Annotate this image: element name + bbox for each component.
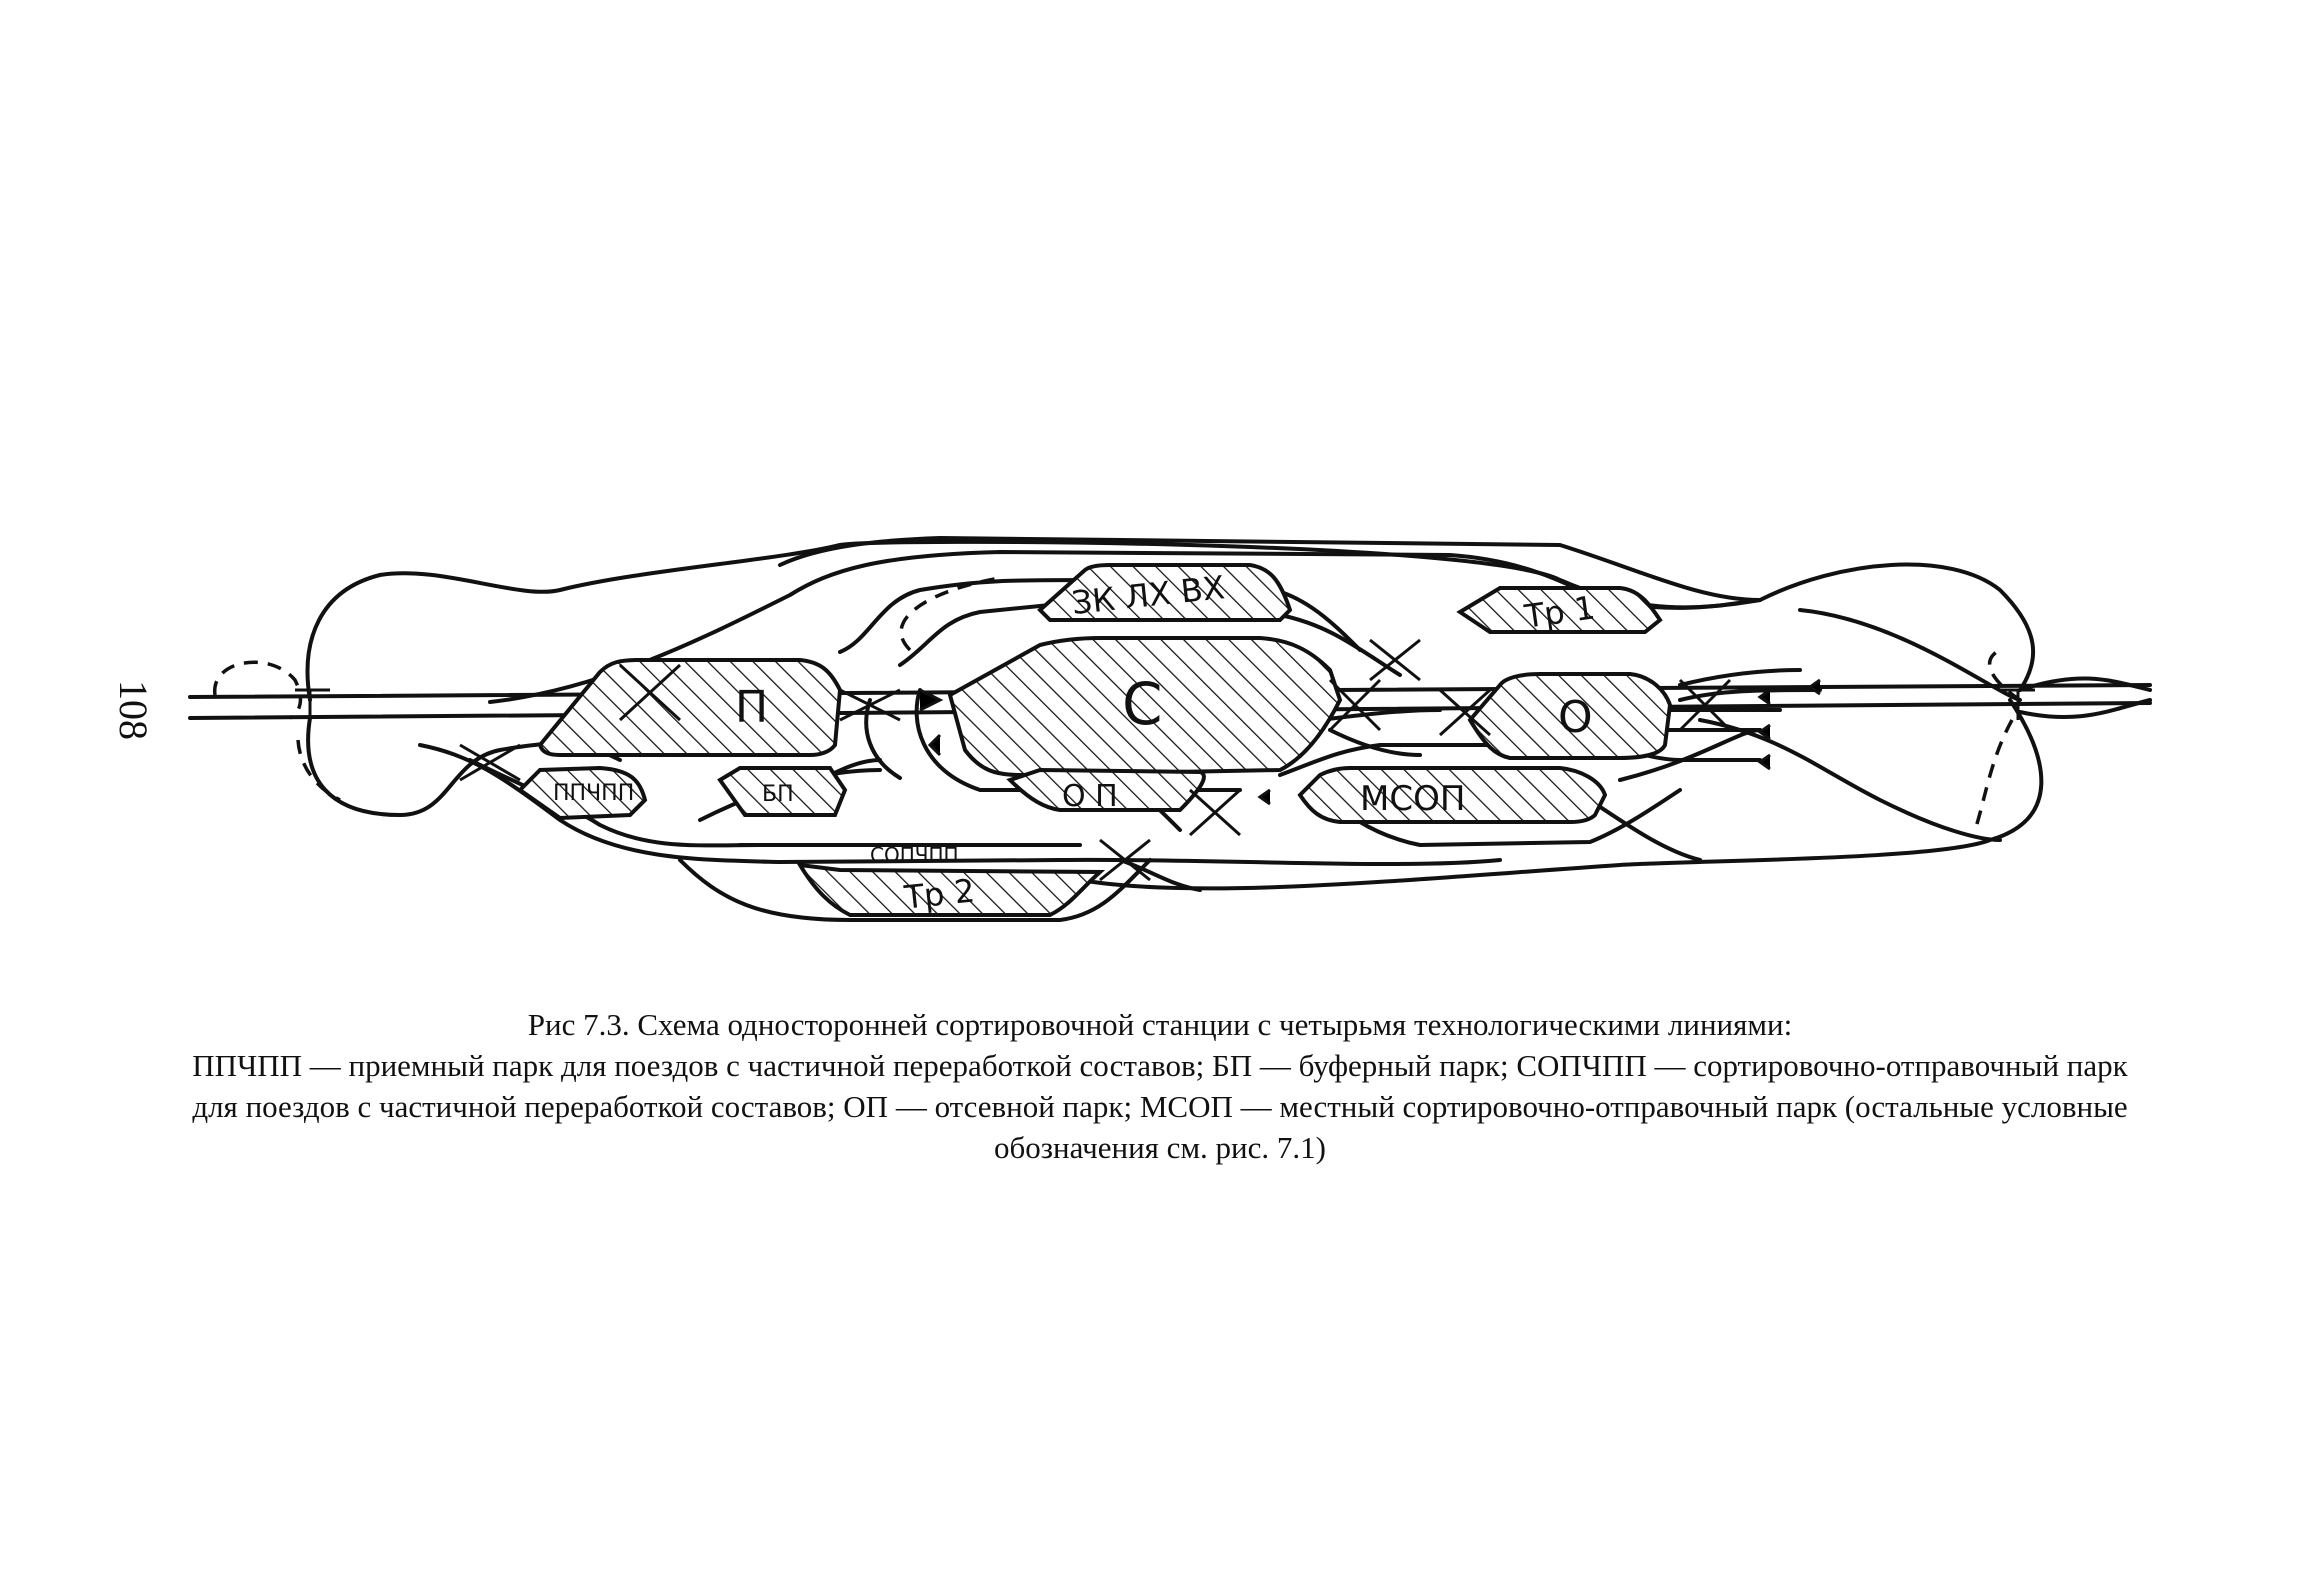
- yard-ppchpp-label: ППЧПП: [553, 781, 635, 806]
- caption-title: Рис 7.3. Схема односторонней сортировочной станции с четырьмя технологическими линиями:: [527, 1007, 1793, 1042]
- yard-bp: [720, 768, 845, 815]
- yard-op-label: О П: [1062, 779, 1118, 814]
- yard-sopchpp-label: СОПЧПП: [870, 843, 959, 867]
- yard-bp-label: БП: [762, 782, 794, 807]
- yard-tr1-label: Тр 1: [1522, 588, 1598, 636]
- yard-msop: [1300, 768, 1605, 822]
- yard-msop-label: МСОП: [1360, 779, 1466, 819]
- yard-o: [1470, 674, 1670, 758]
- yard-zk-lh-vh-label: ЗК ЛХ ВХ: [1069, 568, 1227, 623]
- yard-o-label: О: [1558, 692, 1593, 743]
- caption-body: ППЧПП — приемный парк для поездов с частичной переработкой составов; БП — буферный парк; СОПЧПП — сортировочно-отправочный парк для поездов с частичной переработкой составов; ОП — отсевной парк; МСОП — местный сортировочно-отправочный парк (остальные условные обозначения см. рис. 7.1): [192, 1047, 2128, 1165]
- yard-tr1: [1460, 588, 1660, 636]
- yard-tr2: [800, 865, 1100, 917]
- yard-op: [1010, 770, 1204, 814]
- yard-tr2-label: Тр 2: [902, 871, 977, 917]
- yard-s: [950, 638, 1340, 775]
- yard-sopchpp: [870, 843, 959, 867]
- figure-caption: [180, 1005, 2140, 1169]
- yard-p: [540, 660, 840, 755]
- yard-zk-lh-vh: [1040, 565, 1290, 622]
- yard-s-label: С: [1122, 670, 1163, 738]
- yard-p-label: П: [735, 682, 769, 733]
- yard-ppchpp: [520, 768, 645, 818]
- page-number: 108: [111, 680, 157, 740]
